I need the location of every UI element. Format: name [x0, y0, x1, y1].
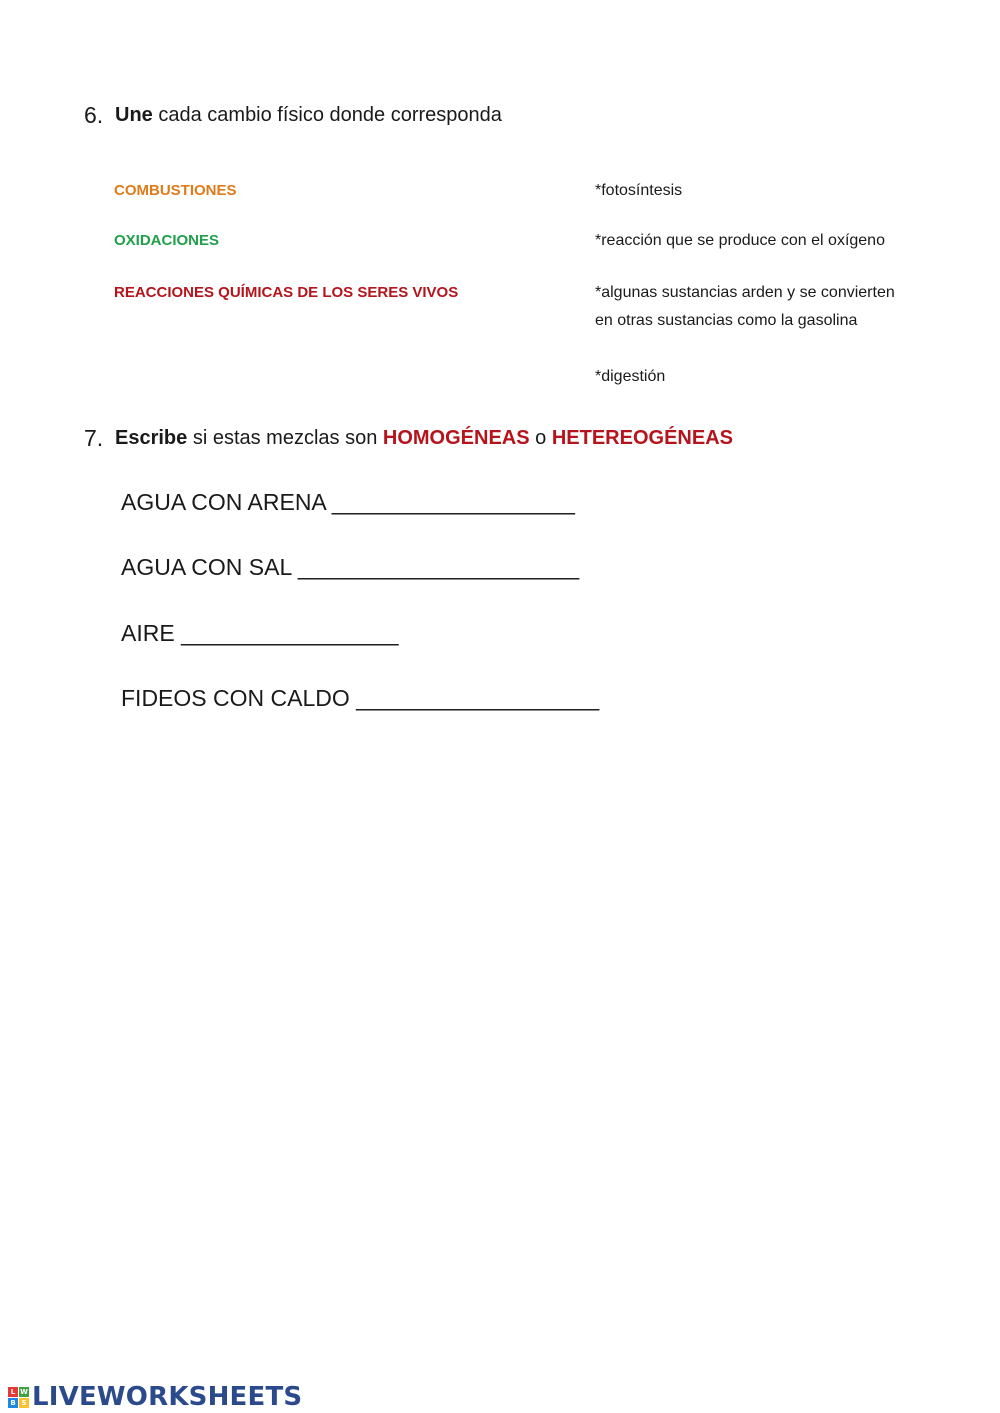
mixture-aire[interactable]: AIRE _________________	[121, 620, 399, 646]
liveworksheets-logo	[8, 1382, 302, 1412]
category-combustiones[interactable]: COMBUSTIONES	[114, 182, 237, 199]
definition-gasolina-line2: en otras sustancias como la gasolina	[595, 312, 858, 329]
definition-digestion[interactable]: *digestión	[595, 368, 666, 385]
question-6-verb: Une	[115, 104, 153, 126]
highlight-heterogeneas: HETEREOGÉNEAS	[551, 427, 733, 449]
logo-block: L	[8, 1387, 18, 1397]
logo-block: W	[20, 1387, 28, 1396]
mixture-agua-sal[interactable]: AGUA CON SAL ______________________	[121, 554, 580, 580]
question-7-text-2: o	[529, 427, 552, 449]
question-6-text: cada cambio físico donde corresponda	[152, 104, 502, 126]
category-reacciones-seres-vivos[interactable]: REACCIONES QUÍMICAS DE LOS SERES VIVOS	[114, 284, 459, 301]
logo-block: S	[19, 1398, 29, 1408]
question-7-text-1: si estas mezclas son	[187, 427, 383, 449]
highlight-homogeneas: HOMOGÉNEAS	[382, 427, 530, 449]
definition-gasolina-line1: *algunas sustancias arden y se convierten	[595, 284, 895, 301]
category-oxidaciones[interactable]: OXIDACIONES	[114, 232, 220, 249]
definition-fotosintesis[interactable]: *fotosíntesis	[595, 182, 683, 199]
question-7-number: 7.	[84, 425, 104, 451]
question-7-verb: Escribe	[115, 427, 188, 449]
definition-oxigeno[interactable]: *reacción que se produce con el oxígeno	[595, 232, 885, 249]
question-7-prompt	[115, 427, 733, 450]
question-6-prompt	[115, 104, 502, 127]
question-6-number: 6.	[84, 102, 104, 128]
logo-text: LIVEWORKSHEETS	[32, 1382, 303, 1412]
mixture-fideos-caldo[interactable]: FIDEOS CON CALDO ___________________	[121, 685, 600, 711]
definition-gasolina[interactable]	[595, 279, 895, 335]
logo-block: B	[8, 1398, 18, 1408]
mixture-agua-arena[interactable]: AGUA CON ARENA ___________________	[121, 489, 575, 515]
logo-blocks-icon	[8, 1387, 29, 1408]
